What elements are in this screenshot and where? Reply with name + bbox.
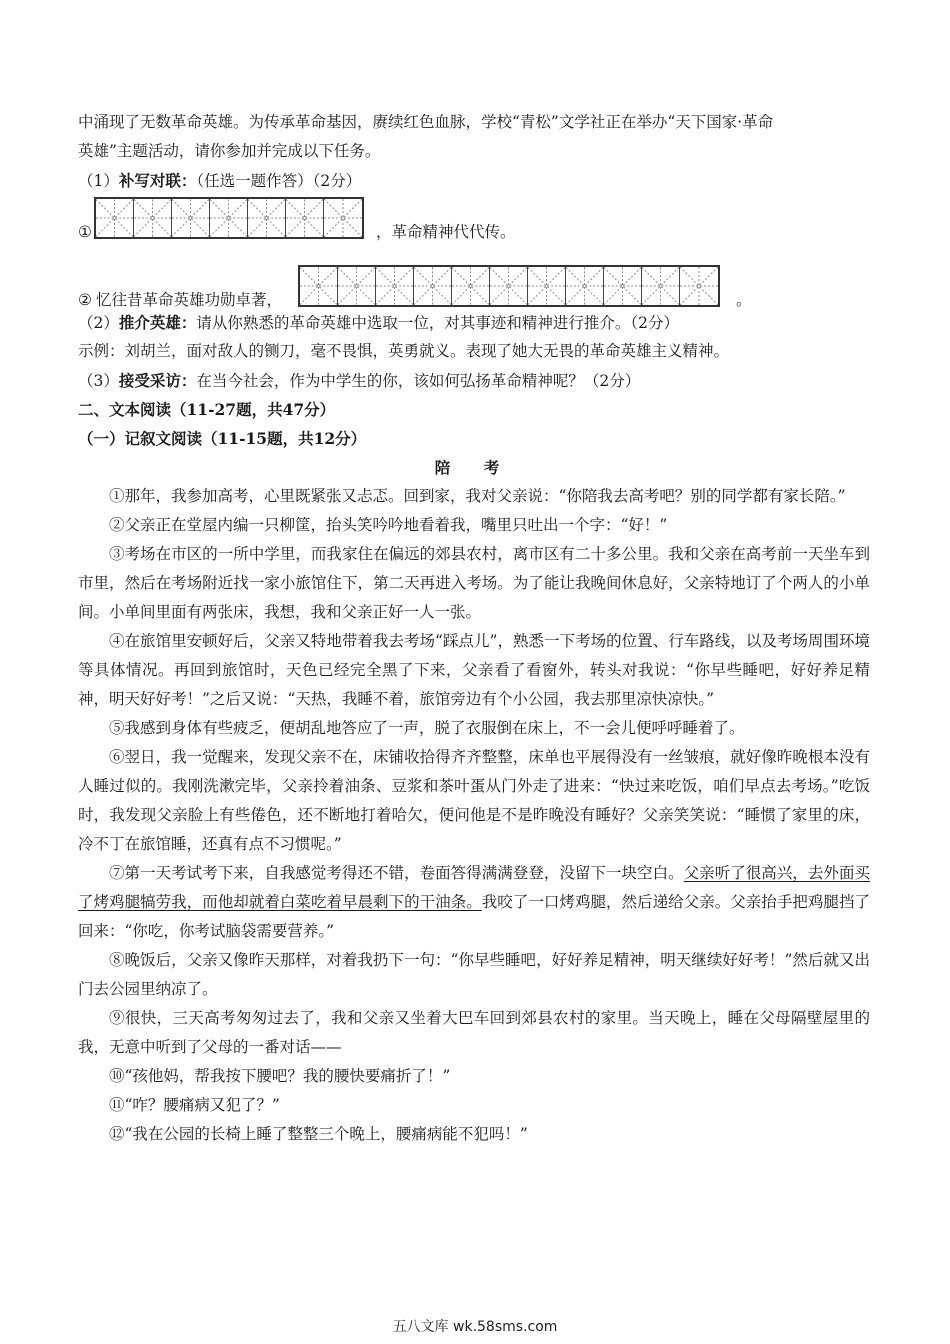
- task-1-number: （1）: [78, 172, 119, 190]
- task-3-heading: [78, 366, 870, 395]
- couplet-item-2: [78, 265, 870, 309]
- answer-cell[interactable]: [300, 267, 338, 305]
- couplet-item-2-marker: ②: [78, 291, 92, 309]
- article-paragraph-6: ⑥翌日，我一觉醒来，发现父亲不在，床铺收拾得齐齐整整，床单也平展得没有一丝皱痕，就好像昨晚根本没有人睡过似的。我刚洗漱完毕，父亲拎着油条、豆浆和茶叶蛋从门外走了进来：“快过来吃饭，咱们早点去考场。”吃饭时，我发现父亲脸上有些倦色，还不断地打着哈欠，便问他是不是昨晚没有睡好？父亲笑笑说：“睡惯了家里的床，冷不丁在旅馆睡，还真有点不习惯呢。”: [78, 748, 870, 853]
- task-2-number: （2）: [78, 314, 119, 332]
- article-title: 陪 考: [434, 458, 514, 477]
- answer-cell[interactable]: [376, 267, 414, 305]
- article-paragraph-7: [78, 859, 870, 946]
- article-paragraph-9: ⑨很快，三天高考匆匆过去了，我和父亲又坐着大巴车回到郊县农村的家里。当天晚上，睡在父母隔壁屋里的我，无意中听到了父母的一番对话——: [78, 1009, 870, 1056]
- answer-cell[interactable]: [96, 199, 134, 237]
- answer-cell[interactable]: [338, 267, 376, 305]
- answer-cell[interactable]: [324, 199, 362, 237]
- underlined-sentence: 父亲听了很高兴，去外面买了烤鸡腿犒劳我，而他却就着白菜吃着早晨剩下的干油条。: [78, 864, 870, 911]
- section-2-heading: 二、文本阅读（11-27题，共47分）: [78, 400, 336, 419]
- answer-cell[interactable]: [286, 199, 324, 237]
- intro-line-2: 英雄”主题活动，请你参加并完成以下任务。: [78, 142, 381, 160]
- intro-line-1: 中涌现了无数革命英雄。为传承革命基因，赓续红色血脉，学校“青松”文学社正在举办“天下国家·革命: [78, 113, 774, 131]
- article-paragraph-5: ⑤我感到身体有些疲乏，便胡乱地答应了一声，脱了衣服倒在床上，不一会儿便呼呼睡着了。: [109, 719, 745, 737]
- answer-cell[interactable]: [680, 267, 718, 305]
- couplet-item-2-end: 。: [736, 291, 752, 309]
- article-paragraph-4: ④在旅馆里安顿好后，父亲又特地带着我去考场“踩点儿”，熟悉一下考场的位置、行车路线，以及考场周围环境等具体情况。再回到旅馆时，天色已经完全黑了下来，父亲看了看窗外，转头对我说：“你早些睡吧，好好养足精神，明天好好考！”之后又说：“天热，我睡不着，旅馆旁边有个小公园，我去那里凉快凉快。”: [78, 632, 870, 708]
- task-1-label: 补写对联：: [118, 171, 197, 190]
- answer-cell[interactable]: [490, 267, 528, 305]
- answer-cell[interactable]: [566, 267, 604, 305]
- task-3-text: 在当今社会，作为中学生的你，该如何弘扬革命精神呢？（2分）: [196, 372, 641, 390]
- article-paragraph-3: ③考场在市区的一所中学里，而我家住在偏远的郊县农村，离市区有二十多公里。我和父亲在高考前一天坐车到市里，然后在考场附近找一家小旅馆住下，第二天再进入考场。为了能让我晚间休息好，父亲特地订了个两人的小单间。小单间里面有两张床，我想，我和父亲正好一人一张。: [78, 545, 870, 621]
- answer-cell[interactable]: [452, 267, 490, 305]
- article-paragraph-2: ②父亲正在堂屋内编一只柳筐，抬头笑吟吟地看着我，嘴里只吐出一个字：“好！”: [109, 516, 668, 534]
- subsection-1-heading: （一）记叙文阅读（11-15题，共12分）: [78, 429, 367, 448]
- article-paragraph-1: ①那年，我参加高考，心里既紧张又忐忑。回到家，我对父亲说：“你陪我去高考吧？别的同学都有家长陪。”: [109, 487, 846, 505]
- task-2-text: 请从你熟悉的革命英雄中选取一位，对其事迹和精神进行推介。（2分）: [196, 314, 680, 332]
- article-paragraph-8: ⑧晚饭后，父亲又像昨天那样，对着我扔下一句：“你早些睡吧，好好养足精神，明天继续好好考！”然后就又出门去公园里纳凉了。: [78, 951, 870, 998]
- answer-cell[interactable]: [528, 267, 566, 305]
- paragraph-7-tail: 我咬了一口烤鸡腿，然后递给父亲。父亲抬手把鸡腿挡了回来：“你吃，你考试脑袋需要营养。”: [78, 893, 870, 940]
- article-paragraph-11: ⑪“咋？腰痛病又犯了？”: [109, 1096, 280, 1114]
- couplet-item-1-text: ，革命精神代代传。: [376, 223, 516, 241]
- answer-cell[interactable]: [414, 267, 452, 305]
- answer-cell[interactable]: [210, 199, 248, 237]
- task-3-number: （3）: [78, 372, 119, 390]
- answer-grid-2[interactable]: [298, 265, 720, 307]
- footer-watermark: 五八文库 wk.58sms.com: [392, 1319, 558, 1335]
- task-1-heading: [78, 166, 870, 195]
- couplet-item-1: [78, 197, 870, 241]
- task-2-example: 示例：刘胡兰，面对敌人的铡刀，毫不畏惧，英勇就义。表现了她大无畏的革命英雄主义精神。: [78, 342, 730, 360]
- answer-cell[interactable]: [172, 199, 210, 237]
- paragraph-7-lead: ⑦第一天考试考下来，自我感觉考得还不错，卷面答得满满登登，没留下一块空白。: [109, 864, 684, 882]
- article-paragraph-12: ⑫“我在公园的长椅上睡了整整三个晚上，腰痛病能不犯吗！”: [109, 1125, 528, 1143]
- task-3-label: 接受采访：: [118, 371, 197, 390]
- answer-cell[interactable]: [604, 267, 642, 305]
- task-2-label: 推介英雄：: [118, 313, 197, 332]
- answer-grid-1[interactable]: [94, 197, 364, 239]
- exam-page: [78, 108, 870, 1149]
- article-paragraph-10: ⑩“孩他妈，帮我按下腰吧？我的腰快要痛折了！”: [109, 1067, 451, 1085]
- answer-cell[interactable]: [248, 199, 286, 237]
- couplet-item-2-text: 忆往昔革命英雄功勋卓著，: [96, 291, 283, 309]
- answer-cell[interactable]: [134, 199, 172, 237]
- task-2-heading: [78, 308, 870, 337]
- task-1-note: （任选一题作答）（2分）: [196, 172, 362, 190]
- couplet-item-1-marker: ①: [78, 223, 92, 241]
- answer-cell[interactable]: [642, 267, 680, 305]
